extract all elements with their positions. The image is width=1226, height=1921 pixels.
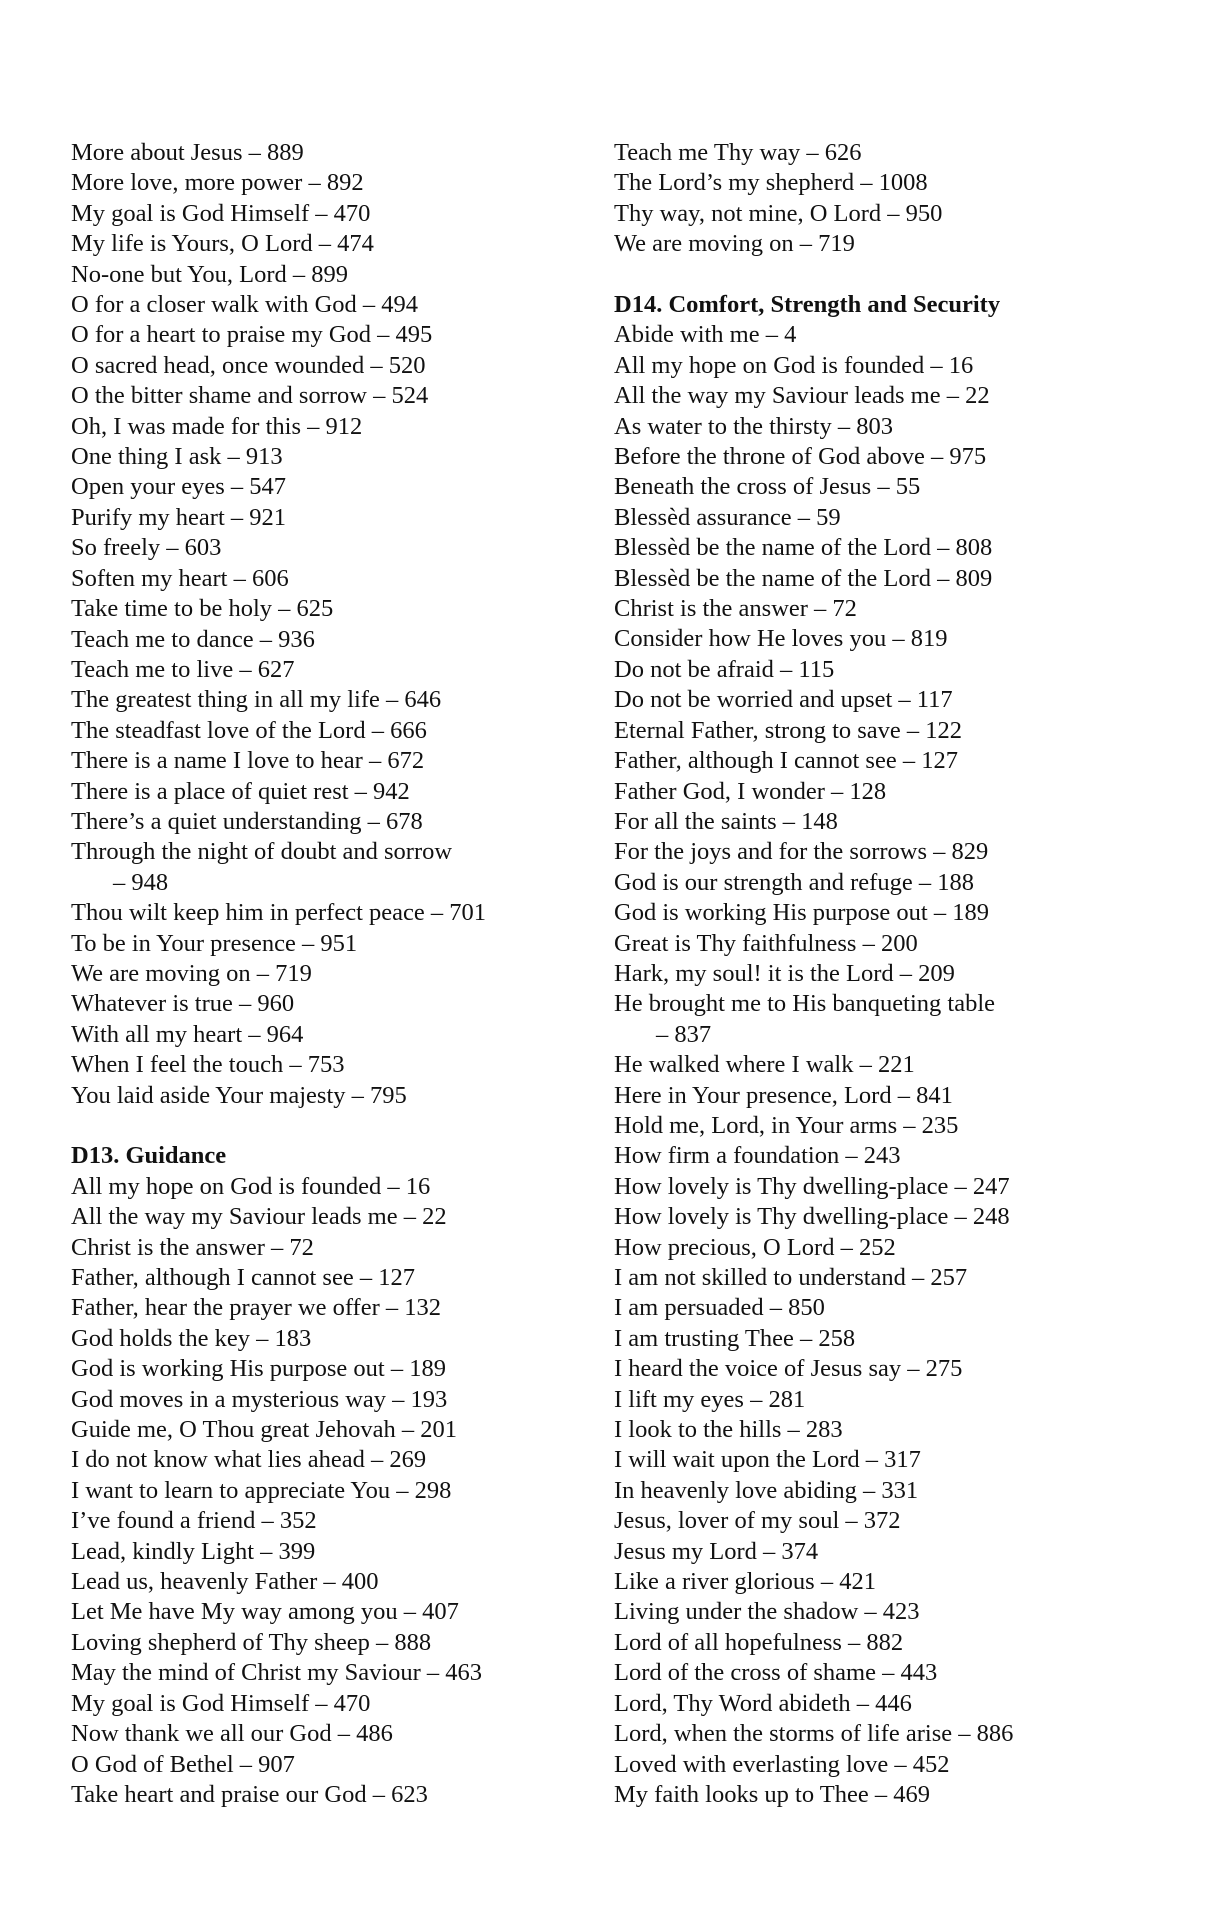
section-heading-d13: D13. Guidance	[71, 1142, 227, 1170]
index-entry: Take time to be holy – 625	[71, 595, 334, 623]
index-entry: Blessèd be the name of the Lord – 809	[614, 564, 993, 592]
index-entry: I’ve found a friend – 352	[71, 1507, 317, 1535]
index-entry: When I feel the touch – 753	[71, 1051, 345, 1079]
index-entry: Teach me Thy way – 626	[614, 139, 862, 166]
index-entry: Lead, kindly Light – 399	[71, 1537, 316, 1565]
index-entry: Let Me have My way among you – 407	[71, 1598, 459, 1626]
index-entry: O the bitter shame and sorrow – 524	[71, 382, 429, 410]
index-entry: More about Jesus – 889	[71, 139, 304, 166]
index-entry: All the way my Saviour leads me – 22	[614, 382, 990, 410]
index-entry: My life is Yours, O Lord – 474	[71, 230, 374, 258]
index-entry: Consider how He loves you – 819	[614, 625, 948, 653]
index-entry-continuation: – 948	[113, 868, 169, 896]
index-entry: Open your eyes – 547	[71, 473, 287, 501]
index-entry: I lift my eyes – 281	[614, 1385, 806, 1413]
index-entry: Take heart and praise our God – 623	[71, 1780, 428, 1808]
index-entry: The steadfast love of the Lord – 666	[71, 716, 427, 744]
index-entry: No-one but You, Lord – 899	[71, 260, 348, 288]
index-entry: Do not be afraid – 115	[614, 655, 835, 683]
index-entry: Thy way, not mine, O Lord – 950	[614, 199, 943, 227]
index-entry: Here in Your presence, Lord – 841	[614, 1081, 953, 1109]
right-entries-a	[614, 138, 1174, 260]
index-entry: Do not be worried and upset – 117	[614, 686, 953, 714]
index-entry: For all the saints – 148	[614, 807, 838, 835]
index-entry: Father, although I cannot see – 127	[614, 747, 958, 775]
index-entry: He walked where I walk – 221	[614, 1051, 915, 1079]
index-entry: One thing I ask – 913	[71, 443, 283, 471]
index-entry: We are moving on – 719	[71, 959, 312, 987]
index-entry: Hold me, Lord, in Your arms – 235	[614, 1111, 959, 1139]
index-entry: There’s a quiet understanding – 678	[71, 807, 423, 835]
index-entry: Father, although I cannot see – 127	[71, 1264, 415, 1292]
index-entry: The greatest thing in all my life – 646	[71, 686, 442, 714]
left-entries-b	[71, 898, 631, 1111]
index-entry: Loving shepherd of Thy sheep – 888	[71, 1628, 432, 1656]
index-entry: Teach me to live – 627	[71, 655, 295, 683]
index-entry: In heavenly love abiding – 331	[614, 1476, 919, 1504]
index-entry: Loved with everlasting love – 452	[614, 1750, 950, 1778]
index-entry: I am persuaded – 850	[614, 1294, 825, 1322]
index-entry: Blessèd be the name of the Lord – 808	[614, 534, 993, 562]
index-entry: Now thank we all our God – 486	[71, 1720, 393, 1748]
index-entry: Guide me, O Thou great Jehovah – 201	[71, 1416, 458, 1444]
index-entry: Teach me to dance – 936	[71, 625, 315, 653]
index-entry: Father God, I wonder – 128	[614, 777, 887, 805]
index-entry: Father, hear the prayer we offer – 132	[71, 1294, 441, 1322]
section-heading-d14: D14. Comfort, Strength and Security	[614, 291, 1001, 319]
index-entry: I want to learn to appreciate You – 298	[71, 1476, 452, 1504]
index-entry: I do not know what lies ahead – 269	[71, 1446, 427, 1474]
index-entry: O for a heart to praise my God – 495	[71, 321, 433, 349]
index-entry: Blessèd assurance – 59	[614, 503, 841, 531]
index-entry: Lord, Thy Word abideth – 446	[614, 1689, 912, 1717]
index-entry: God is working His purpose out – 189	[71, 1355, 446, 1383]
index-entry: O sacred head, once wounded – 520	[71, 351, 426, 379]
index-entry: Great is Thy faithfulness – 200	[614, 929, 918, 957]
index-entry: Thou wilt keep him in perfect peace – 701	[71, 899, 486, 927]
index-entry: As water to the thirsty – 803	[614, 412, 893, 440]
left-entries-a	[71, 138, 631, 868]
index-entry: Through the night of doubt and sorrow	[71, 838, 453, 866]
index-entry: I will wait upon the Lord – 317	[614, 1446, 921, 1474]
index-entry: How firm a foundation – 243	[614, 1142, 901, 1170]
index-entry: The Lord’s my shepherd – 1008	[614, 169, 928, 197]
index-entry: Like a river glorious – 421	[614, 1568, 876, 1596]
index-entry: I heard the voice of Jesus say – 275	[614, 1355, 963, 1383]
index-entry: Eternal Father, strong to save – 122	[614, 716, 963, 744]
index-entry: There is a name I love to hear – 672	[71, 747, 425, 775]
index-entry: Purify my heart – 921	[71, 503, 287, 531]
left-column	[71, 138, 631, 1810]
index-entry: How lovely is Thy dwelling-place – 248	[614, 1203, 1010, 1231]
index-entry: God moves in a mysterious way – 193	[71, 1385, 448, 1413]
index-entry: God holds the key – 183	[71, 1324, 312, 1352]
index-entry: O for a closer walk with God – 494	[71, 291, 419, 319]
index-entry: God is working His purpose out – 189	[614, 899, 989, 927]
index-entry: To be in Your presence – 951	[71, 929, 358, 957]
index-entry: My faith looks up to Thee – 469	[614, 1780, 930, 1808]
index-entry: With all my heart – 964	[71, 1020, 304, 1048]
index-entry: Lord, when the storms of life arise – 886	[614, 1720, 1014, 1748]
index-entry: Jesus my Lord – 374	[614, 1537, 819, 1565]
index-entry: Before the throne of God above – 975	[614, 443, 987, 471]
index-entry: My goal is God Himself – 470	[71, 1689, 371, 1717]
index-entry: I am not skilled to understand – 257	[614, 1264, 968, 1292]
index-entry: How lovely is Thy dwelling-place – 247	[614, 1172, 1010, 1200]
index-entry: Christ is the answer – 72	[71, 1233, 314, 1261]
section-spacer	[614, 260, 1174, 290]
index-entry: More love, more power – 892	[71, 169, 364, 197]
index-entry: I am trusting Thee – 258	[614, 1324, 856, 1352]
index-entry: Lord of the cross of shame – 443	[614, 1659, 938, 1687]
index-entry: May the mind of Christ my Saviour – 463	[71, 1659, 483, 1687]
index-entry: Lead us, heavenly Father – 400	[71, 1568, 379, 1596]
index-entry: I look to the hills – 283	[614, 1416, 843, 1444]
index-entry: My goal is God Himself – 470	[71, 199, 371, 227]
index-entry: There is a place of quiet rest – 942	[71, 777, 410, 805]
index-entry: Whatever is true – 960	[71, 990, 295, 1018]
index-entry: So freely – 603	[71, 534, 222, 562]
index-entry: Christ is the answer – 72	[614, 595, 857, 623]
index-entry-continuation: – 837	[656, 1020, 712, 1048]
section-spacer	[71, 1111, 631, 1141]
index-entry: All my hope on God is founded – 16	[614, 351, 974, 379]
index-entry: Oh, I was made for this – 912	[71, 412, 363, 440]
guidance-entries	[71, 1172, 631, 1811]
comfort-entries-a	[614, 320, 1174, 1019]
index-entry: He brought me to His banqueting table	[614, 990, 996, 1018]
index-entry: We are moving on – 719	[614, 230, 855, 258]
index-entry: How precious, O Lord – 252	[614, 1233, 896, 1261]
index-entry: All my hope on God is founded – 16	[71, 1172, 431, 1200]
index-entry: Hark, my soul! it is the Lord – 209	[614, 959, 955, 987]
index-entry: O God of Bethel – 907	[71, 1750, 295, 1778]
index-entry: Lord of all hopefulness – 882	[614, 1628, 904, 1656]
index-entry: Beneath the cross of Jesus – 55	[614, 473, 921, 501]
index-entry: Soften my heart – 606	[71, 564, 289, 592]
index-entry: Jesus, lover of my soul – 372	[614, 1507, 901, 1535]
index-entry: All the way my Saviour leads me – 22	[71, 1203, 447, 1231]
right-column	[614, 138, 1174, 1810]
index-entry: Abide with me – 4	[614, 321, 797, 349]
index-entry: You laid aside Your majesty – 795	[71, 1081, 407, 1109]
index-entry: Living under the shadow – 423	[614, 1598, 920, 1626]
comfort-entries-b	[614, 1050, 1174, 1810]
index-entry: God is our strength and refuge – 188	[614, 868, 974, 896]
index-entry: For the joys and for the sorrows – 829	[614, 838, 989, 866]
